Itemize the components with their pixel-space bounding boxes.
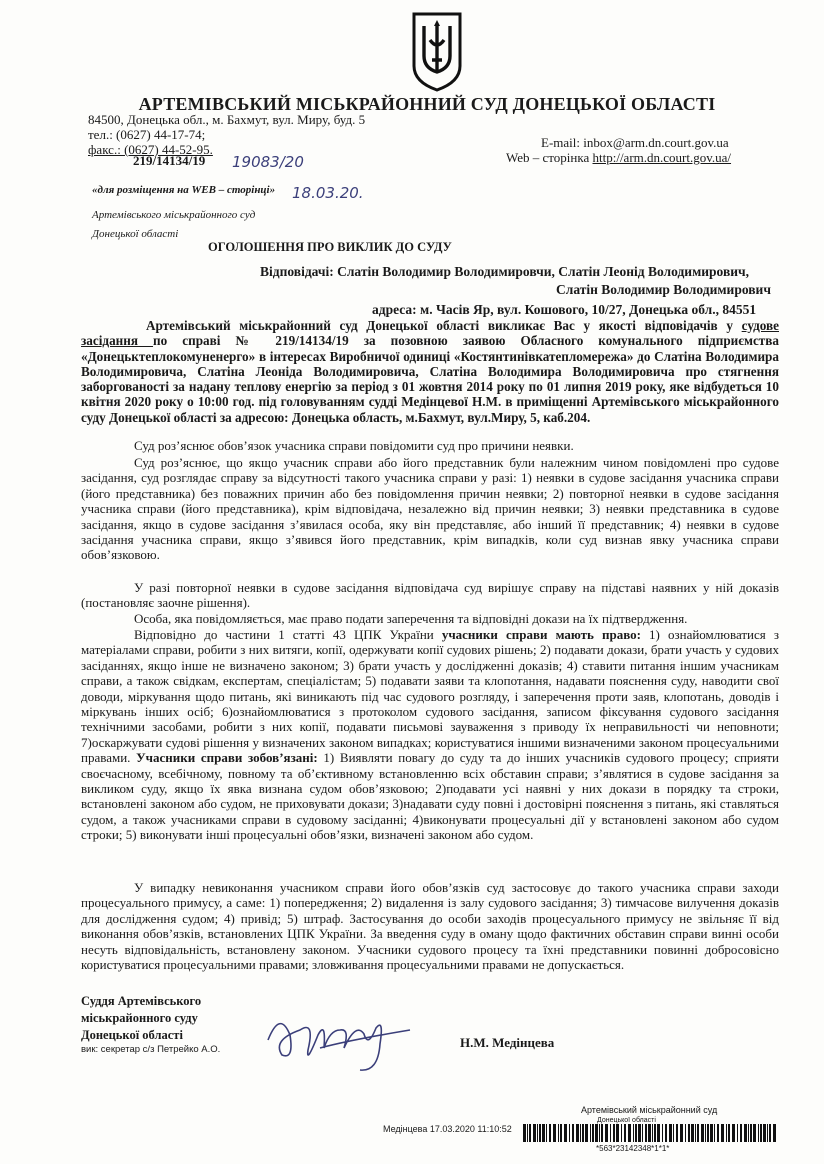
barcode-bar [697, 1124, 699, 1142]
barcode-bar [652, 1124, 653, 1142]
barcode-bar [732, 1124, 735, 1142]
barcode-bar [621, 1124, 622, 1142]
barcode-bar [726, 1124, 727, 1142]
barcode-bar [580, 1124, 581, 1142]
barcode-bar [572, 1124, 574, 1142]
barcode-bar [616, 1124, 619, 1142]
handwritten-date: 18.03.20. [292, 184, 364, 202]
barcode-bar [592, 1124, 594, 1142]
barcode-bar [638, 1124, 641, 1142]
barcode-bar [728, 1124, 730, 1142]
barcode-bar [707, 1124, 709, 1142]
court-website [506, 150, 731, 165]
barcode-bar [748, 1124, 749, 1142]
paragraph-rights-duties: Відповідно до частини 1 статті 43 ЦПК України учасники справи мають право: 1) ознайомлюватися з матеріалами справи, робити з них витяги, копії, одержувати копії судових рішень; 2) подавати докази, брати участь у судових засіданнях, якщо інше не визначено законом; 3) брати участь у дослідженні доказів; 4) ставити питання іншим учасникам справи, а також свідкам, експертам, спеціалістам; 5) подавати заяви та клопотання, надавати пояснення суду, наводити свої доводи, міркування щодо питань, які виникають під час судового розгляду, і заперечення проти заяв, клопотань, доводів і міркувань інших осіб; 6)ознайомлюватися з протоколом судового засідання, записом фіксування судового засідання технічними засобами, робити з них копії, подавати письмові зауваження з приводу їх неправильності чи неповноти; 7)оскаржувати судові рішення у визначених законом випадках; користуватися іншими визначеними законом процесуальними правами. Учасники справи зобов’язані: 1) Виявляти повагу до суду та до інших учасників судового процесу; сприяти своєчасному, всебічному, повному та об’єктивному встановленню всіх обставин справи; з’являтися в судове засідання за викликом суду, якщо їх явка визнана судом обов’язковою; 2)подавати усі наявні у них докази в порядку та строки, встановлені законом або судом, не приховувати докази; 3)надавати суду повні і достовірні пояснення з питань, які ставляться судом, а також учасниками справи в судовому засіданні; 4)виконувати процесуальні дії у встановлені законом або судом строки; 5) виконувати інші процесуальні обов’язки, визначені законом або судом. [81, 627, 779, 843]
barcode-bar [523, 1124, 526, 1142]
paragraph-coercion-measures: У випадку невиконання учасником справи його обов’язків суд застосовує до такого учасника справи заходи процесуального примусу, а саме: 1) попередження; 2) видалення із залу судового засідання; 3) тимчасове вилучення доказів для дослідження судом; 4) привід; 5) штраф. Застосування до особи заходів процесуального примусу не звільняє її від виконання обов’язків, встановлених ЦПК України. За введення суду в оману щодо фактичних обставин справи винні особи несуть відповідальність, встановлену законом. Учасники судового процесу та їхні представники повинні добросовісно користуватися процесуальними правами; зловживання процесуальними правами не допускається. [81, 880, 779, 973]
publication-region: Донецької області [92, 228, 179, 240]
court-email: E-mail: inbox@arm.dn.court.gov.ua [541, 135, 729, 150]
case-number: 219/14134/19 [133, 153, 206, 168]
barcode-bar [576, 1124, 579, 1142]
barcode-bar [610, 1124, 611, 1142]
barcode-bar [527, 1124, 528, 1142]
barcode-bar [714, 1124, 715, 1142]
barcode-bar [537, 1124, 538, 1142]
barcode-bar [701, 1124, 704, 1142]
barcode-bar [560, 1124, 562, 1142]
barcode-bar [662, 1124, 663, 1142]
barcode-bar [529, 1124, 531, 1142]
defendants-line-2: Слатін Володимир Володимирович [556, 282, 771, 297]
barcode-bar [673, 1124, 674, 1142]
barcode-bar [763, 1124, 766, 1142]
barcode-bar [542, 1124, 545, 1142]
barcode-bar [642, 1124, 643, 1142]
barcode-bar [601, 1124, 603, 1142]
judge-title-line-3: Донецької області [81, 1028, 183, 1042]
barcode-bar [654, 1124, 656, 1142]
barcode-bar [585, 1124, 588, 1142]
defendants-address: адреса: м. Часів Яр, вул. Кошового, 10/27, Донецька обл., 84551 [372, 302, 757, 317]
barcode-bar [767, 1124, 768, 1142]
barcode-bar [599, 1124, 600, 1142]
court-phone: тел.: (0627) 44-17-74; [88, 127, 206, 142]
barcode-bar [750, 1124, 752, 1142]
judge-title-line-1: Суддя Артемівського [81, 994, 202, 1008]
barcode-bar [564, 1124, 567, 1142]
barcode-bar [590, 1124, 591, 1142]
coat-of-arms-icon [410, 10, 464, 92]
barcode-bar [744, 1124, 747, 1142]
barcode-bar [539, 1124, 541, 1142]
notice-title: ОГОЛОШЕННЯ ПРО ВИКЛИК ДО СУДУ [208, 240, 452, 254]
court-address: 84500, Донецька обл., м. Бахмут, вул. Миру, буд. 5 [88, 112, 366, 127]
barcode-bar [769, 1124, 771, 1142]
judge-title-line-2: міськрайонного суду [81, 1011, 198, 1025]
barcode-bar [558, 1124, 559, 1142]
barcode-bar [635, 1124, 637, 1142]
barcode-bar [553, 1124, 556, 1142]
barcode-bar [628, 1124, 631, 1142]
paragraph-absence-rules: Суд роз’яснює, що якщо учасник справи або його представник були належним чином повідомлені про судове засідання, суд розглядає справу за відсутності такого учасника справи у разі: 1) неявки в судове засідання учасника справи (його представника) без поважних причин або без повідомлення причин неявки; 2) повторної неявки в судове засідання учасника справи (його представника), крім відповідача, незалежно від причин неявки; 3) неявки представника в судове засідання, якщо в судове засідання з’явилася особа, яку він представляє, або інший її представник; 4) неявки в судове засідання учасника справи, якщо з’явився його представник, крім випадків, коли суд визнав явку учасника справи обов’язковою. [81, 455, 779, 563]
barcode-bar [685, 1124, 686, 1142]
barcode-bar [760, 1124, 762, 1142]
defendants-line-1: Відповідачі: Слатін Володимир Володимировчи, Слатін Леонід Володимирович, [260, 264, 750, 279]
barcode-bar [669, 1124, 672, 1142]
judge-signature-block [81, 993, 201, 1044]
barcode-bar [710, 1124, 713, 1142]
stamp-court-name: Артемівський міськрайонний суд [581, 1105, 718, 1115]
court-title: АРТЕМІВСЬКИЙ МІСЬКРАЙОННИЙ СУД ДОНЕЦЬКОЇ ОБЛАСТІ [138, 94, 716, 114]
paragraph-notify-reasons: Суд роз’яснює обов’язок учасника справи повідомити суд про причини неявки. [134, 438, 574, 453]
paragraph-repeated-absence: У разі повторної неявки в судове засідання відповідача суд вирішує справу на підставі наявних у ній доказів (постановляє заочне рішення). [81, 580, 779, 611]
barcode [523, 1124, 777, 1142]
stamp-region: Донецької області [597, 1117, 656, 1124]
stamp-name-timestamp: Медінцева 17.03.2020 11:10:52 [383, 1124, 512, 1134]
barcode-bar [605, 1124, 608, 1142]
barcode-bar [695, 1124, 696, 1142]
barcode-bar [717, 1124, 719, 1142]
paragraph-objection-right: Особа, яка повідомляється, має право подати заперечення та відповідні докази на їх підтвердження. [134, 611, 688, 626]
website-label: Web – сторінка [506, 150, 593, 165]
barcode-bar [624, 1124, 626, 1142]
barcode-bar [549, 1124, 551, 1142]
barcode-bar [613, 1124, 615, 1142]
barcode-bar [705, 1124, 706, 1142]
barcode-bar [665, 1124, 667, 1142]
barcode-bar [737, 1124, 738, 1142]
website-url[interactable]: http://arm.dn.court.gov.ua/ [592, 150, 732, 165]
barcode-bar [721, 1124, 724, 1142]
barcode-bar [645, 1124, 647, 1142]
barcode-bar [582, 1124, 584, 1142]
barcode-bar [688, 1124, 690, 1142]
handwritten-registration-number: 19083/20 [232, 153, 304, 171]
barcode-bar [680, 1124, 683, 1142]
barcode-bar [753, 1124, 756, 1142]
judge-name: Н.М. Медінцева [460, 1035, 555, 1050]
summons-paragraph: Артемівський міськрайонний суд Донецької області викликає Вас у якості відповідачів у судове засідання по справі № 219/14134/19 за позовною заявою Обласного комунального підприємства «Донецьктеплокомуненерго» в інтересах Виробничої одиниці «Костянтинівкатепломережа» до Слатіна Володимира Володимировича, Слатіна Леоніда Володимировича, Слатіна Володимира Володимировича про стягнення заборгованості за надану теплову енергію за період з 01 жовтня 2014 року по 01 липня 2019 року, яке відбудеться 10 квітня 2020 року о 10:00 год. під головуванням судді Медінцевої Н.М. в приміщенні Артемівського міськрайонного суду Донецької області за адресою: Донецька область, м.Бахмут, вул.Миру, 5, каб.204. [81, 318, 779, 425]
barcode-bar [648, 1124, 651, 1142]
barcode-bar [546, 1124, 547, 1142]
clerk-note: вик: секретар с/з Петрейко А.О. [81, 1044, 221, 1055]
barcode-bar [657, 1124, 660, 1142]
publication-note: «для розміщення на WEB – сторінці» [92, 184, 276, 196]
court-fax: факс.: (0627) 44-52-95. [88, 142, 213, 157]
barcode-bar [569, 1124, 570, 1142]
barcode-bar [595, 1124, 598, 1142]
barcode-bar [633, 1124, 634, 1142]
barcode-bar [758, 1124, 759, 1142]
publication-recipient: Артемівського міськрайонного суд [92, 209, 256, 221]
barcode-bar [533, 1124, 536, 1142]
barcode-bar [676, 1124, 678, 1142]
handwritten-signature [260, 1000, 420, 1075]
barcode-text: *563*23142348*1*1* [596, 1144, 670, 1153]
barcode-bar [773, 1124, 776, 1142]
barcode-bar [691, 1124, 694, 1142]
barcode-bar [740, 1124, 742, 1142]
